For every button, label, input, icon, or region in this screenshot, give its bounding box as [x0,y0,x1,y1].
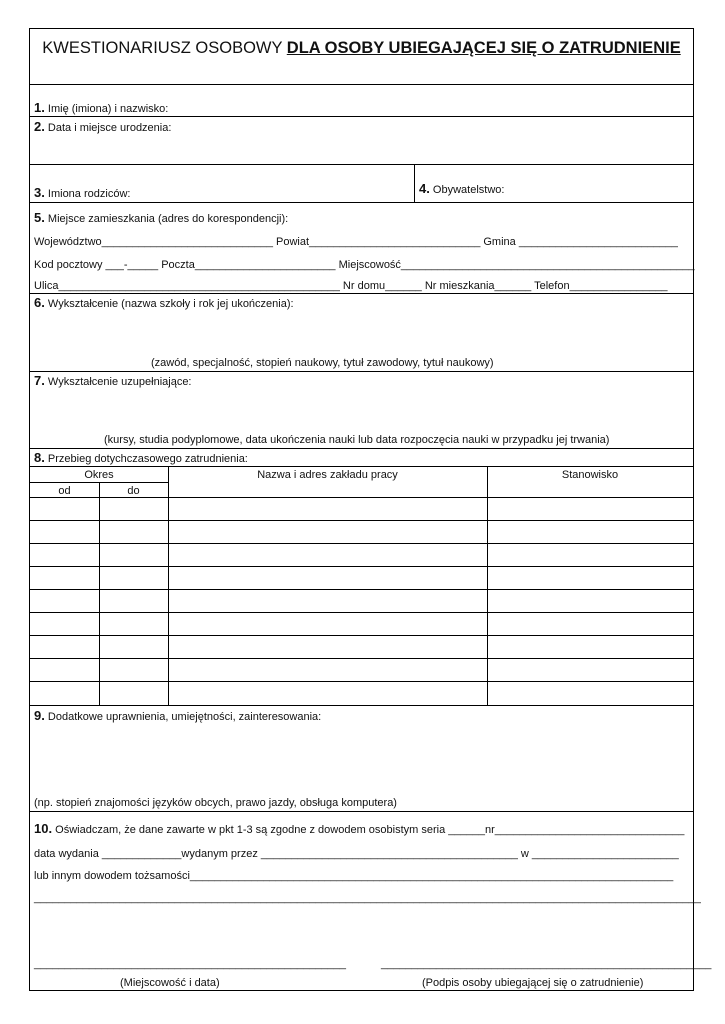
place-date-label: (Miejscowość i data) [120,977,220,989]
address-line-region[interactable]: Województwo____________________________ Powiat____________________________ Gmina __________________________ [34,236,678,248]
field-parents-names[interactable]: 3. Imiona rodziców: [34,185,131,200]
education-hint: (zawód, specjalność, stopień naukowy, tytuł zawodowy, tytuł naukowy) [151,357,494,369]
divider [414,164,415,202]
header-position: Stanowisko [561,469,619,481]
signature-label: (Podpis osoby ubiegającej się o zatrudnienie) [422,977,644,989]
header-workplace: Nazwa i adres zakładu pracy [257,469,398,481]
field-employment-history: 8. Przebieg dotychczasowego zatrudnienia: [34,450,248,465]
divider [30,84,693,85]
divider [30,448,693,449]
field-additional-education[interactable]: 7. Wykształcenie uzupełniające: [34,373,192,388]
table-row[interactable] [30,705,693,706]
table-row[interactable] [30,635,693,636]
additional-education-hint: (kursy, studia podyplomowe, data ukończenia nauki lub data rozpoczęcia nauki w przypadku jej trwania) [104,434,610,446]
field-full-name[interactable]: 1. Imię (imiona) i nazwisko: [34,100,169,115]
divider [99,482,100,705]
field-birth-date-place[interactable]: 2. Data i miejsce urodzenia: [34,119,172,134]
table-row[interactable] [30,681,693,682]
address-line-postal[interactable]: Kod pocztowy ___-_____ Poczta_______________________ Miejscowość________________________________________________ [34,259,695,271]
field-citizenship[interactable]: 4. Obywatelstwo: [419,181,505,196]
divider [30,293,693,294]
field-address-heading: 5. Miejsce zamieszkania (adres do korespondencji): [34,210,289,225]
divider [30,202,693,203]
field-additional-skills[interactable]: 9. Dodatkowe uprawnienia, umiejętności, zainteresowania: [34,708,322,723]
divider [30,164,693,165]
address-line-street[interactable]: Ulica______________________________________________ Nr domu______ Nr mieszkania______ Telefon________________ [34,280,668,292]
place-date-line[interactable]: ___________________________________________________ [34,958,347,970]
skills-hint: (np. stopień znajomości języków obcych, prawo jazdy, obsługa komputera) [34,797,397,809]
questionnaire-form [29,28,712,991]
divider [487,466,488,705]
employment-table [30,466,693,705]
field-education[interactable]: 6. Wykształcenie (nazwa szkoły i rok jej ukończenia): [34,295,294,310]
divider [168,466,169,705]
declaration-line-issue[interactable]: data wydania _____________wydanym przez __________________________________________ w ________________________ [34,848,679,860]
divider [30,116,693,117]
table-row[interactable] [30,612,693,613]
header-to: do [127,485,140,497]
header-from: od [58,485,71,497]
table-row[interactable] [30,658,693,659]
declaration-line-id[interactable]: 10. Oświadczam, że dane zawarte w pkt 1-3 są zgodne z dowodem osobistym seria ______nr_______________________________ [34,821,685,836]
declaration-line-other-id[interactable]: lub innym dowodem tożsamości_______________________________________________________________________________ [34,870,674,882]
form-title: KWESTIONARIUSZ OSOBOWY DLA OSOBY UBIEGAJĄCEJ SIĘ O ZATRUDNIENIE [42,39,681,57]
table-row[interactable] [30,497,693,498]
signature-line[interactable]: ______________________________________________________ [381,958,712,970]
divider [30,811,693,812]
header-period: Okres [84,469,114,481]
table-row[interactable] [30,566,693,567]
table-row[interactable] [30,543,693,544]
table-row[interactable] [30,520,693,521]
declaration-line-extra[interactable]: _____________________________________________________________________________________________________________ [34,892,701,904]
table-row[interactable] [30,589,693,590]
divider [30,371,693,372]
